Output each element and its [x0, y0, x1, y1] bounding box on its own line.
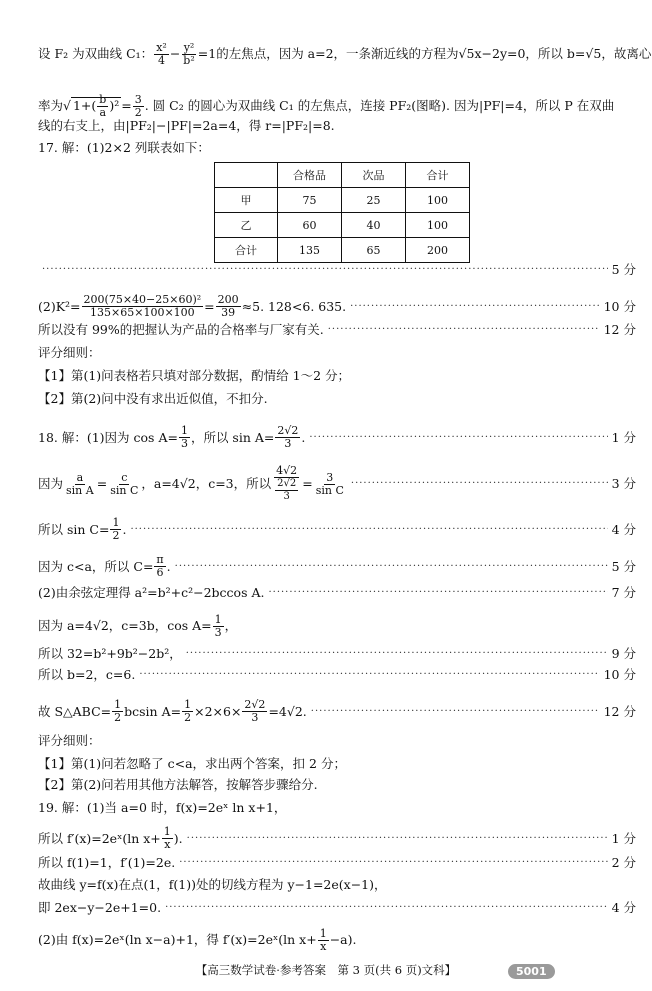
score-row: (2)由余弦定理得 a²=b²+c²−2bccos A. ····· 7 分	[38, 585, 636, 601]
text-line: 线的右支上，由|PF₂|−|PF|=2a=4，得 r=|PF₂|=8.	[38, 118, 335, 133]
score-row: 即 2ex−y−2e+1=0. ····· 4 分	[38, 900, 636, 916]
table-cell	[215, 163, 278, 188]
text-line: 故曲线 y=f(x)在点(1，f(1))处的切线方程为 y−1=2e(x−1)，	[38, 877, 387, 892]
grading-item: 【1】第(1)问若忽略了 c<a，求出两个答案，扣 2 分；	[38, 756, 346, 771]
page-footer: 【高三数学试卷·参考答案 第 3 页(共 6 页)文科】	[195, 963, 457, 977]
score-row: 所以 sin C= $\frac{1}{2}$ . ····· 4 分	[38, 517, 636, 542]
score-row: 因为 $\frac{a}{\text{sin A}}$ = $\frac{c}{\text{sin C}}$ ，a=4 √2 ，c=3，所以 $\frac{4√2}{\frac{2√2}{3}}$ = $\frac{3}{\text{sin C}}$ ····· 3 分	[38, 465, 636, 503]
grading-item: 【1】第(1)问表格若只填对部分数据，酌情给 1～2 分；	[38, 368, 351, 383]
table-row	[215, 238, 470, 263]
score-row: ····· 5 分	[38, 262, 636, 278]
grading-item: 【2】第(2)问若用其他方法解答，按解答步骤给分.	[38, 777, 318, 792]
table-header-row	[215, 163, 470, 188]
table-cell: 甲	[215, 188, 278, 213]
table-cell: 合计	[406, 163, 470, 188]
score-row: 所以 b=2，c=6. ····· 10 分	[38, 667, 636, 683]
score-row: 18. 解：(1)因为 cos A= $\frac{1}{3}$ ，所以 sin A= $\frac{2√2}{3}$ . ····· 1 分	[38, 425, 636, 450]
table-cell: 135	[278, 238, 342, 263]
score-row: 所以 32=b²+9b²−2b²， ····· 9 分	[38, 646, 636, 662]
table-cell: 65	[342, 238, 406, 263]
table-cell: 乙	[215, 213, 278, 238]
table-cell: 100	[406, 188, 470, 213]
fraction: $\frac{\text{y²}}{\text{b²}}$	[183, 41, 195, 67]
table-cell: 200	[406, 238, 470, 263]
score-row: 故 S△ABC= $\frac{1}{2}$ bcsin A= $\frac{1}{2}$ ×2×6× $\frac{2√2}{3}$ =4 √2 . ····· 12 分	[38, 699, 636, 724]
score-row: 所以没有 99%的把握认为产品的合格率与厂家有关. ····· 12 分	[38, 322, 636, 338]
table-cell: 次品	[342, 163, 406, 188]
contingency-table	[214, 162, 470, 263]
eccentricity-line: 率为√ 1+( $\frac{b}{a}$ )² = $\frac{3}{2}$ . 圆 C₂ 的圆心为双曲线 C₁ 的左焦点，连接 PF₂(图略). 因为|PF|=4，所以 P 在双曲	[38, 93, 615, 119]
score-row: 所以 f(1)=1，f′(1)=2e. ····· 2 分	[38, 855, 636, 871]
q17-title: 17. 解：(1)2×2 列联表如下：	[38, 140, 210, 155]
grading-title: 评分细则：	[38, 345, 101, 360]
table-cell: 40	[342, 213, 406, 238]
score-row: 所以 f′(x)=2eˣ(ln x+ $\frac{1}{x}$ ). ····· 1 分	[38, 826, 636, 851]
paper-code-badge: 5001	[508, 964, 555, 979]
table-cell: 合格品	[278, 163, 342, 188]
text-line: (2)由 f(x)=2eˣ(ln x−a)+1，得 f′(x)=2eˣ(ln x+ $\frac{1}{x}$ −a).	[38, 927, 357, 953]
q19-title: 19. 解：(1)当 a=0 时，f(x)=2eˣ ln x+1，	[38, 800, 287, 815]
table-cell: 100	[406, 213, 470, 238]
table-row	[215, 213, 470, 238]
grading-item: 【2】第(2)问中没有求出近似值，不扣分.	[38, 391, 268, 406]
k2-row: (2)K²= $\frac{\text{200(75×40−25×60)²}}{135\times 65\times 100\times 100}$ = $\frac{200}{39}$ ≈5. 128<6. 635. ····· 10 分	[38, 294, 636, 319]
grading-title: 评分细则：	[38, 733, 101, 748]
text-line: 因为 a=4√2，c=3b，cos A= $\frac{1}{3}$ ，	[38, 613, 238, 639]
table-row	[215, 188, 470, 213]
table-cell: 75	[278, 188, 342, 213]
table-cell: 合计	[215, 238, 278, 263]
table-cell: 25	[342, 188, 406, 213]
fraction: $\frac{\text{x²}}{4}$	[156, 41, 167, 67]
hyperbola-line: 设 F₂ 为双曲线 C₁： $\frac{\text{x²}}{4}$ − $\frac{\text{y²}}{\text{b²}}$ =1的左焦点，因为 a=2，一条渐近线的方程为√5x−2y=0，所以 b=√5，故离心	[38, 41, 652, 67]
score-row: 因为 c<a，所以 C= $\frac{\pi}{6}$ . ····· 5 分	[38, 554, 636, 579]
table-cell: 60	[278, 213, 342, 238]
